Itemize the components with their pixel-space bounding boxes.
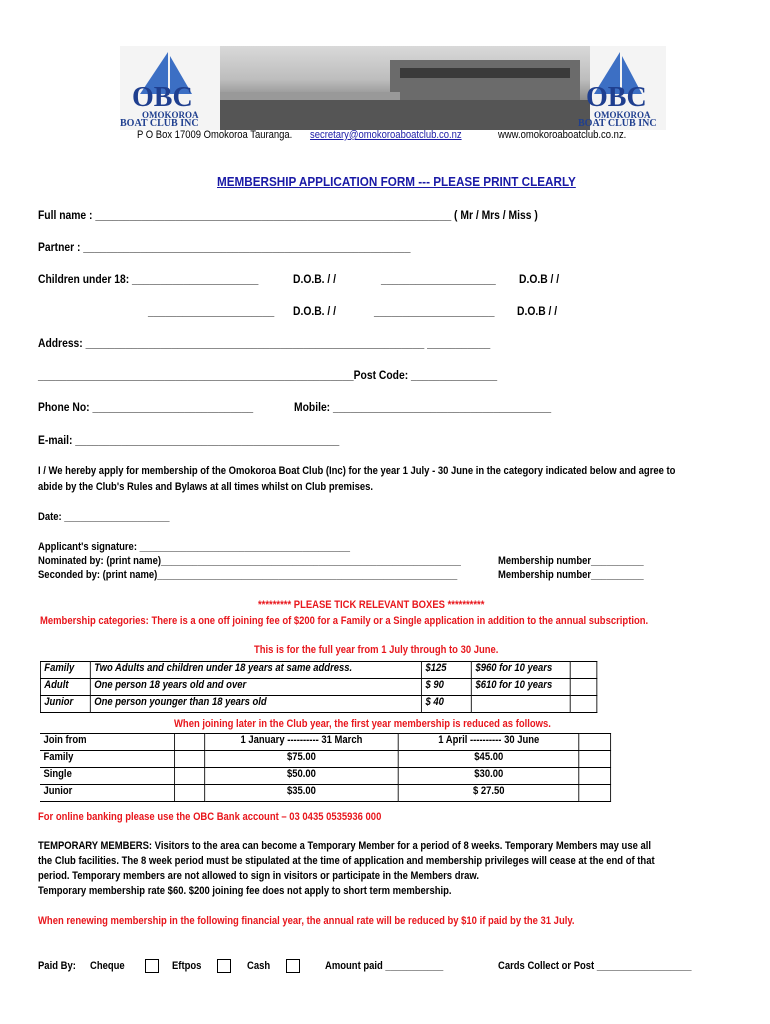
dob-field-1[interactable]: D.O.B. / / (293, 272, 337, 286)
table-row (40, 734, 611, 751)
temporary-members-line-4: Temporary membership rate $60. $200 joining fee does not apply to short term membership. (38, 885, 452, 897)
tick-box[interactable] (570, 662, 596, 679)
header-banner (120, 46, 666, 130)
children-field-1[interactable]: Children under 18: ______________________ (38, 272, 259, 286)
obc-logo-left (120, 46, 220, 130)
desc-cell: One person younger than 18 years old (90, 696, 421, 713)
type-cell: Single (40, 768, 175, 785)
period2-fee: $45.00 (398, 751, 579, 768)
full-year-table (40, 661, 597, 713)
obc-logo-right (576, 46, 666, 130)
mobile-field[interactable]: Mobile: ______________________________________ (294, 400, 552, 414)
address-field[interactable]: Address: ___________________________________________________________ ___________ (38, 336, 491, 350)
cheque-checkbox[interactable] (145, 959, 159, 973)
tick-box[interactable] (570, 696, 596, 713)
fee-cell: $125 (422, 662, 472, 679)
period1-fee: $50.00 (204, 768, 398, 785)
period1-fee: $75.00 (204, 751, 398, 768)
children-field-3[interactable]: ______________________ (148, 304, 275, 318)
table-row (40, 785, 611, 802)
dob-field-2[interactable]: D.O.B / / (519, 272, 560, 286)
eftpos-checkbox[interactable] (217, 959, 231, 973)
cash-checkbox[interactable] (286, 959, 300, 973)
cards-collect-field[interactable]: Cards Collect or Post __________________ (498, 960, 692, 972)
full-year-note: This is for the full year from 1 July through to 30 June. (254, 644, 499, 656)
post-code-field[interactable]: _______________________________________________________Post Code: _______________ (38, 368, 498, 382)
tick-boxes-note: ********* PLEASE TICK RELEVANT BOXES ********** (258, 599, 485, 611)
marina-photo (220, 46, 590, 130)
dob-field-4[interactable]: D.O.B / / (517, 304, 558, 318)
full-name-field[interactable]: Full name : ______________________________________________________________ ( Mr / Mrs / Miss ) (38, 208, 538, 222)
date-field[interactable]: Date: ____________________ (38, 511, 170, 523)
declaration-line-1: I / We hereby apply for membership of the Omokoroa Boat Club (Inc) for the year 1 July - 30 June in the category indicated below and agree to (38, 465, 676, 477)
email-field[interactable]: E-mail: ______________________________________________ (38, 433, 340, 447)
table-row (40, 662, 596, 679)
membership-number-1[interactable]: Membership number__________ (498, 555, 644, 567)
logo-text-obc: OBC (586, 82, 647, 113)
cheque-label: Cheque (90, 960, 125, 972)
membership-number-2[interactable]: Membership number__________ (498, 569, 644, 581)
tick-box[interactable] (175, 734, 205, 751)
period2-fee: $ 27.50 (398, 785, 579, 802)
period1-header: 1 January ---------- 31 March (204, 734, 398, 751)
type-cell: Junior (40, 785, 175, 802)
type-cell: Family (40, 751, 175, 768)
tick-box[interactable] (579, 734, 610, 751)
temporary-members-line-2: the Club facilities. The 8 week period must be stipulated at the time of application and membership privileges will cease at the end of that (38, 855, 655, 867)
declaration-line-2: abide by the Club's Rules and Bylaws at all times whilst on Club premises. (38, 481, 374, 493)
tick-box[interactable] (579, 768, 610, 785)
table-row (40, 768, 611, 785)
website: www.omokoroaboatclub.co.nz. (498, 129, 627, 141)
desc-cell: Two Adults and children under 18 years at same address. (90, 662, 421, 679)
total-cell: $610 for 10 years (472, 679, 571, 696)
tick-box[interactable] (175, 768, 205, 785)
later-year-note: When joining later in the Club year, the first year membership is reduced as follows. (174, 718, 551, 730)
tick-box[interactable] (175, 785, 205, 802)
period2-fee: $30.00 (398, 768, 579, 785)
form-title: MEMBERSHIP APPLICATION FORM --- PLEASE PRINT CLEARLY (217, 174, 576, 189)
logo-text-omokoroa: OMOKOROA (142, 110, 199, 120)
online-banking-note: For online banking please use the OBC Bank account – 03 0435 0535936 000 (38, 811, 382, 823)
type-cell: Adult (40, 679, 90, 696)
partner-field[interactable]: Partner : _________________________________________________________ (38, 240, 411, 254)
logo-text-obc: OBC (132, 82, 193, 113)
logo-text-omokoroa: OMOKOROA (594, 110, 651, 120)
tick-box[interactable] (570, 679, 596, 696)
categories-note: Membership categories: There is a one off joining fee of $200 for a Family or a Single application in addition to the annual subscription. (40, 615, 649, 627)
tick-box[interactable] (175, 751, 205, 768)
eftpos-label: Eftpos (172, 960, 202, 972)
period1-fee: $35.00 (204, 785, 398, 802)
table-row (40, 679, 596, 696)
seconded-field[interactable]: Seconded by: (print name)_________________________________________________________ (38, 569, 458, 581)
later-join-table (40, 733, 611, 802)
tick-box[interactable] (579, 785, 610, 802)
amount-paid-field[interactable]: Amount paid ___________ (325, 960, 444, 972)
logo-text-boat-club: BOAT CLUB INC (578, 118, 657, 129)
phone-field[interactable]: Phone No: ____________________________ (38, 400, 254, 414)
paid-by-label: Paid By: (38, 960, 76, 972)
signature-field[interactable]: Applicant's signature: ________________________________________ (38, 541, 351, 553)
temporary-members-line-1: TEMPORARY MEMBERS: Visitors to the area can become a Temporary Member for a period of 8 weeks. Temporary Members may use all (38, 840, 651, 852)
fee-cell: $ 40 (422, 696, 472, 713)
fee-cell: $ 90 (422, 679, 472, 696)
desc-cell: One person 18 years old and over (90, 679, 421, 696)
cash-label: Cash (247, 960, 271, 972)
temporary-members-line-3: period. Temporary members are not allowed to sign in visitors or participate in the Members draw. (38, 870, 480, 882)
table-row (40, 751, 611, 768)
children-field-2[interactable]: ____________________ (381, 272, 496, 286)
logo-text-boat-club: BOAT CLUB INC (120, 118, 199, 129)
nominated-field[interactable]: Nominated by: (print name)_________________________________________________________ (38, 555, 461, 567)
po-box: P O Box 17009 Omokoroa Tauranga. (137, 129, 293, 141)
renewing-note: When renewing membership in the following financial year, the annual rate will be reduced by $10 if paid by the 31 July. (38, 915, 575, 927)
email-link[interactable]: secretary@omokoroaboatclub.co.nz (310, 129, 462, 141)
total-cell: $960 for 10 years (472, 662, 571, 679)
total-cell (472, 696, 571, 713)
tick-box[interactable] (579, 751, 610, 768)
period2-header: 1 April ---------- 30 June (398, 734, 579, 751)
dob-field-3[interactable]: D.O.B. / / (293, 304, 337, 318)
children-field-4[interactable]: _____________________ (374, 304, 495, 318)
table-row (40, 696, 596, 713)
type-cell: Family (40, 662, 90, 679)
type-cell: Junior (40, 696, 90, 713)
join-from-label: Join from (40, 734, 175, 751)
